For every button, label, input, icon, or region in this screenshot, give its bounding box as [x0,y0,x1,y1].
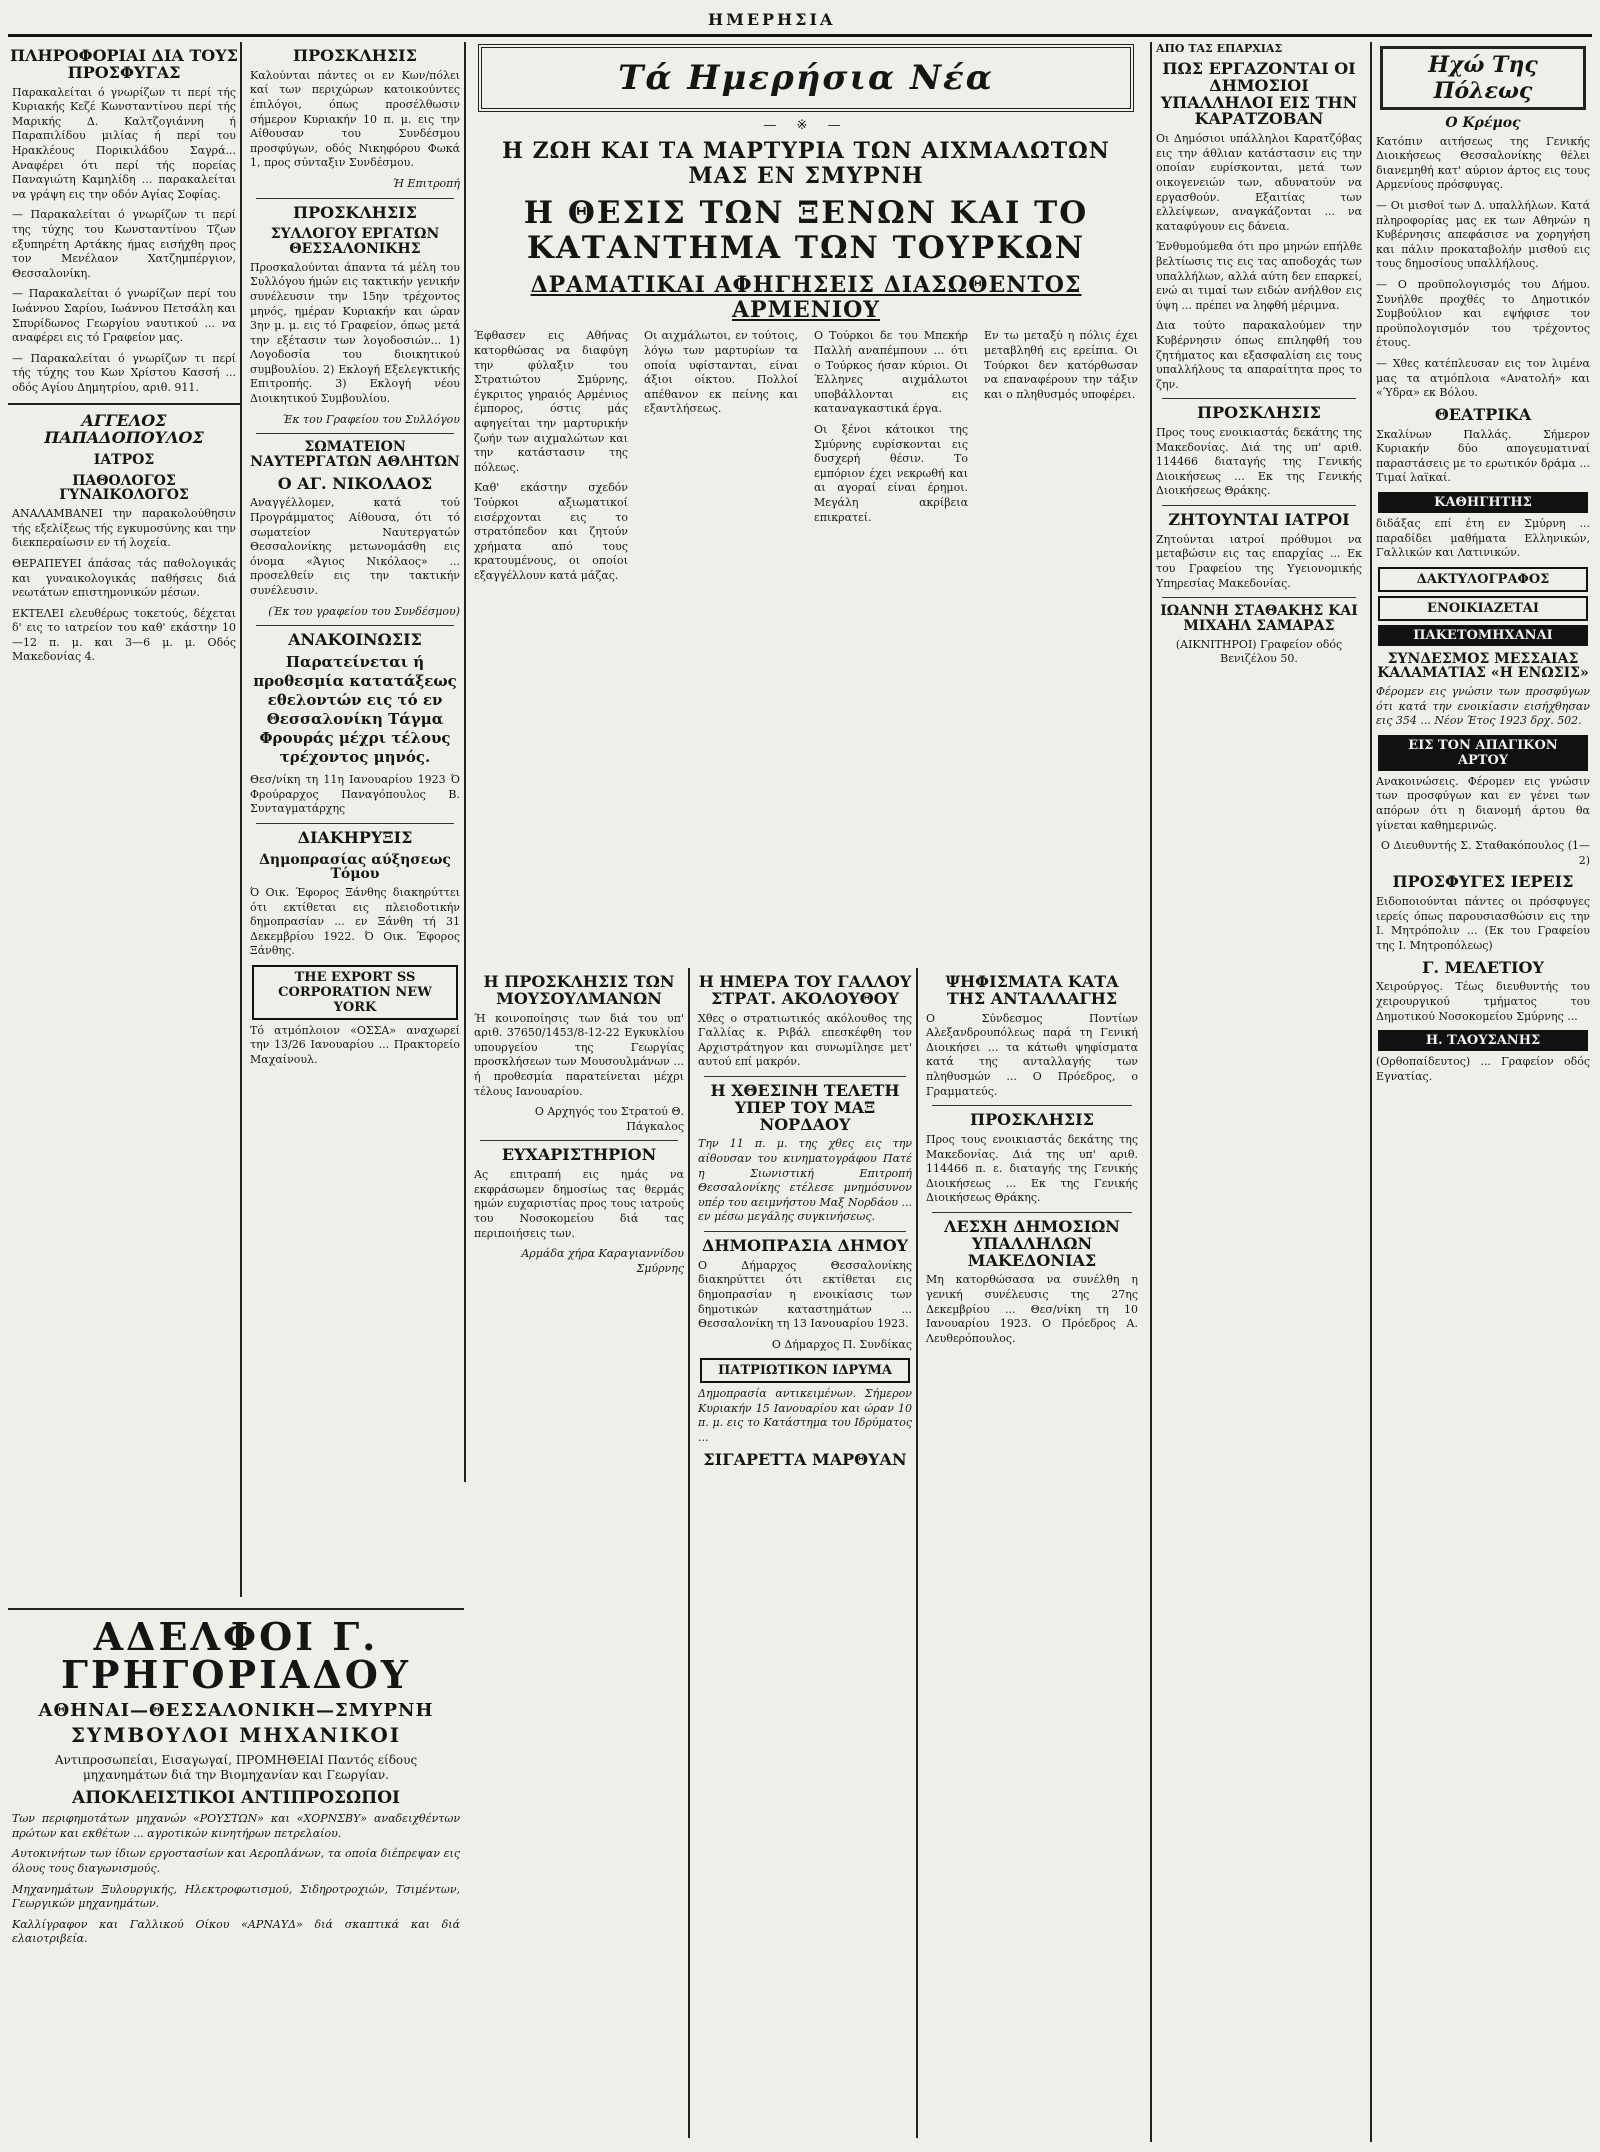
provinces-label: ΑΠΟ ΤΑΣ ΕΠΑΡΧΙΑΣ [1156,42,1283,55]
office-ad-text: (ΑΙΚΝΙΤΗΡΟΙ) Γραφείον οδός Βενιζέλου 50. [1175,637,1343,666]
invitation-paragraph: Προς τους ενοικιαστάς δεκάτης της Μακεδονίας. Διά της υπ' αριθ. 114466 διαταγής της Γενικής Διοικήσεως ... Εκ της Γενικής Διοικήσεως Θράκης. [1156,426,1362,498]
engineers-ad-representatives: ΑΠΟΚΛΕΙΣΤΙΚΟΙ ΑΝΤΙΠΡΟΣΩΠΟΙ [72,1788,400,1809]
invitation-heading: ΠΡΟΣΚΛΗΣΙΣ [1197,403,1321,423]
muslims-signature: Ο Αρχηγός του Στρατού Θ. Πάγκαλος [534,1105,684,1133]
divider [256,433,454,434]
doctor-ad-paragraph: ΕΚΤΕΛΕΙ ελευθέρως τοκετούς, δέχεται δ' εις το ιατρείον του καθ' εκάστην 10—12 π. μ. και 3—6 μ. μ. Οδός Μακεδονίας 4. [12,606,236,664]
auction-signature: Ο Δήμαρχος Π. Συνδίκας [771,1337,912,1351]
engineers-ad-paragraph: Μηχανημάτων Ξυλουργικής, Ηλεκτροφωτισμού, Σιδηροτροχιών, Τσιμέντων, Γεωργικών μηχανημάτων. [12,1882,460,1911]
notice-signature: (Έκ του γραφείου του Συνδέσμου) [268,604,460,618]
doctor-ad-paragraph: ΘΕΡΑΠΕΥΕΙ άπάσας τάς παθολογικάς και γυναικολογικάς παθήσεις διά νεωτάτων επιστημονικών μέσων. [12,556,236,600]
refugee-info-paragraph: — Παρακαλείται ό γνωρίζων τι περί τής τύχης του Κων Χρίστου Κασσή ... οδός Αγίου Δημητρίου, αριθ. 911. [12,351,236,394]
main-story-columns [470,329,1142,589]
nordau-paragraph: Την 11 π. μ. της χθες εις την αίθουσαν του κινηματογράφου Πατέ η Σιωνιστική Επιτροπή Θεσσαλονίκης ετέλεσε μνημόσυνον υπέρ του αειμνήστου Μαξ Νορδάου ... εν μέσω μεγάλης συγκινήσεως. [698,1137,912,1224]
doctor-ad-paragraph: ΑΝΑΛΑΜΒΑΝΕΙ την παρακολούθησιν τής εξελίξεως τής εγκυμοσύνης και την διεκπεραίωσιν εν τή λοχεία. [12,507,236,550]
auction-heading: ΔΗΜΟΠΡΑΣΙΑ ΔΗΜΟΥ [701,1235,909,1255]
doctor-ad-name: ΑΓΓΕΛΟΣ ΠΑΠΑΔΟΠΟΥΛΟΣ [44,411,204,448]
divider [256,823,454,824]
engineers-ad-paragraph: Καλλίγραφον και Γαλλικού Οίκου «ΑΡΝΑΥΔ» διά σκαπτικά και διά ελαιοτριβεία. [12,1917,460,1946]
thanks-signature: Αρμάδα χήρα Καραγιαννίδου Σμύρνης [521,1247,684,1275]
orthopedist-ad-heading: Η. ΤΑΟΥΣΑΝΗΣ [1378,1030,1588,1051]
nordau-heading: Η ΧΘΕΣΙΝΗ ΤΕΛΕΤΗ ΥΠΕΡ ΤΟΥ ΜΑΞ ΝΟΡΔΑΟΥ [710,1080,900,1134]
engineers-ad-name: ΑΔΕΛΦΟΙ Γ. ΓΡΗΓΟΡΙΑΔΟΥ [60,1614,412,1697]
ornament: — ※ — [763,118,849,133]
civil-servants-paragraph: Ένθυμούμεθα ότι προ μηνών επήλθε βελτίωσις τις εις τας αποδοχάς των υπαλλήλων, αλλά αύτη δεν επαρκεί, ενώ αι τιμαί των ειδών ανήλθον εις ύψη ... πρέπει να ληφθή μέριμνα. [1156,240,1362,312]
doctors-wanted-heading: ΖΗΤΟΥΝΤΑΙ ΙΑΤΡΟΙ [1168,510,1350,530]
attache-paragraph: Χθες ο στρατιωτικός ακόλουθος της Γαλλίας κ. Ριβάλ επεσκέφθη τον Αρχιστράτηγον και συνωμίλησε μετ' αυτού επί μακρόν. [698,1011,912,1069]
newspaper-page [8,8,1592,2144]
refugee-info-paragraph: — Παρακαλείται ό γνωρίζων περί του Ιωάννου Σαρίου, Ιωάννου Πετσάλη και Σπυρίδωνος Γεωργίου ναυτικού ... να αναφέρει εις τό Γραφείον μας. [12,287,236,345]
divider [256,198,454,199]
divider [8,403,240,405]
bread-heading: ΕΙΣ ΤΟΝ ΑΠΑΓΙΚΟΝ ΑΡΤΟΥ [1378,735,1588,771]
story-paragraph: Εν τω μεταξύ η πόλις έχει μεταβληθή εις ερείπια. Οι Τούρκοι δεν κατόρθωσαν να επαναφέρουν την τάξιν και ο πληθυσμός υποφέρει. [984,329,1138,401]
notice-heading: ΣΩΜΑΤΕΙΟΝ ΝΑΥΤΕΡΓΑΤΩΝ ΑΘΛΗΤΩΝ [250,439,460,470]
newspaper-title: Τά Ημερήσια Νέα [618,58,994,98]
shipping-ad-banner: THE EXPORT SS CORPORATION NEW YORK [252,965,458,1020]
packing-machines-ad-heading: ΠΑΚΕΤΟΜΗΧΑΝΑΙ [1378,625,1588,646]
engineers-ad-paragraph: Αυτοκινήτων των ίδιων εργοστασίων και Αεροπλάνων, τα οποία διέπρεψαν εις όλους τους διαγωνισμούς. [12,1847,460,1875]
city-item-paragraph: Κατόπιν αιτήσεως της Γενικής Διοικήσεως Θεσσαλονίκης θέλει διανεμηθή κατ' αύριον άρτος εις τους Αρμενίους πρόσφυγας. [1376,134,1590,192]
invitation-heading: ΠΡΟΣΚΛΗΣΙΣ [970,1110,1094,1130]
main-headline-1: Η ΖΩΗ ΚΑΙ ΤΑ ΜΑΡΤΥΡΙΑ ΤΩΝ ΑΙΧΜΑΛΩΤΩΝ ΜΑΣ ΕΝ ΣΜΥΡΝΗ [502,138,1110,190]
civil-servants-heading: ΠΩΣ ΕΡΓΑΖΟΝΤΑΙ ΟΙ ΔΗΜΟΣΙΟΙ ΥΠΑΛΛΗΛΟΙ ΕΙΣ ΤΗΝ ΚΑΡΑΤΖΟΒΑΝ [1160,59,1358,129]
association-paragraph: Φέρομεν εις γνώσιν των προσφύγων ότι κατά την ενοικίασιν εισήχθησαν εις 354 ... Νέον Έτος 1923 δρχ. 502. [1376,685,1590,728]
notice-subheading: Ο ΑΓ. ΝΙΚΟΛΑΟΣ [277,473,433,493]
lower-column-a [470,968,690,2138]
column-5 [1370,42,1594,2142]
city-item-paragraph: — Χθες κατέπλευσαν εις τον λιμένα μας τα ατμόπλοια «Ανατολή» και «Ύδρα» εκ Βόλου. [1376,357,1590,400]
priests-paragraph: Ειδοποιούνται πάντες οι πρόσφυγες ιερείς όπως παρουσιασθώσιν εις την Ι. Μητρόπολιν ... (Εκ του Γραφείου της Ι. Μητροπόλεως) [1376,895,1590,953]
shipping-ad-paragraph: Τό ατμόπλοιον «ΟΣΣΑ» αναχωρεί την 13/26 Ιανουαρίου ... Πρακτορείο Μαχαίνουλ. [250,1023,460,1067]
divider [256,625,454,626]
divider [1162,398,1356,399]
announcement-heading: ΑΝΑΚΟΙΝΩΣΙΣ [288,630,422,650]
lower-column-b [694,968,918,2138]
notice-heading: ΠΡΟΣΚΛΗΣΙΣ [293,202,417,222]
divider [1162,597,1356,598]
thanks-paragraph: Ας επιτραπή εις ημάς να εκφράσωμεν δημοσίως τας θερμάς ημών ευχαριστίας προς τους ιατρούς του Νοσοκομείου διά τας περιποιήσεις των. [474,1168,684,1240]
city-echo-box: Ηχώ Της Πόλεως [1380,46,1586,110]
professor-ad-paragraph: διδάξας επί έτη εν Σμύρνη ... παραδίδει μαθήματα Ελληνικών, Γαλλικών και Λατινικών. [1376,516,1590,560]
orthopedist-ad-paragraph: (Ορθοπαίδευτος) ... Γραφείον οδός Εγνατίας. [1376,1055,1590,1083]
club-heading: ΛΕΣΧΗ ΔΗΜΟΣΙΩΝ ΥΠΑΛΛΗΛΩΝ ΜΑΚΕΔΟΝΙΑΣ [944,1216,1120,1270]
story-paragraph: Οι αιχμάλωτοι, εν τούτοις, λόγω των μαρτυρίων τα οποία υφίστανται, είναι άξιοι οίκτου. Πολλοί απέθανον εκ πείνης και εξαντλήσεως. [644,329,798,416]
auction-paragraph: Ο Δήμαρχος Θεσσαλονίκης διακηρύττει ότι εκτίθεται εις δημοπρασίαν η ενοικίασις των δημοτικών καταστημάτων ... Θεσσαλονίκη τη 13 Ιανουαρίου 1923. [698,1258,912,1331]
declaration-subheading: Δημοπρασίας αύξησεως Τόμου [259,851,451,883]
resolutions-paragraph: Ο Σύνδεσμος Ποντίων Αλεξανδρουπόλεως παρά τη Γενική Διοικήσει ... τα κάτωθι ψηφίσματα κατά της ανταλλαγής των πληθυσμών ... Ο Πρόεδρος, ο Γραμματεύς. [926,1011,1138,1098]
column-2 [246,42,466,1482]
newspaper-title-box [478,44,1134,112]
notice-subheading: ΣΥΛΛΟΓΟΥ ΕΡΓΑΤΩΝ ΘΕΣΣΑΛΟΝΙΚΗΣ [270,226,440,258]
refugee-info-paragraph: Παρακαλείται ό γνωρίζων τι περί τής Κυριακής Κεζέ Κωνσταντίνου περί τής Μαρικής Δ. Καλτζογιάννη ή Παραπιλίδου μιλίας ή περί του Ηρακλέους Πορικιλάδου Σαγρά... Αναφέρει ότι περί τής πορείας Παναγιώτη Καμηλίδη ... παρακαλείται να γράψη εις την οδόν Αγίας Σοφίας. [12,85,236,201]
patriotic-paragraph: Δημοπρασία αντικειμένων. Σήμερον Κυριακήν 15 Ιανουαρίου και ώραν 10 π. μ. εις το Κατάστημα του Ιδρύματος ... [698,1387,912,1445]
civil-servants-paragraph: Δια τούτο παρακαλούμεν την Κυβέρνησιν όπως επιληφθή του ζητήματος και εξασφαλίση εις τους υπαλλήλους τα απαραίτητα προς το ζην. [1156,319,1362,391]
thanks-heading: ΕΥΧΑΡΙΣΤΗΡΙΟΝ [501,1145,657,1165]
surgeon-ad-paragraph: Χειρούργος. Τέως διευθυντής του χειρουργικού τμήματος του Δημοτικού Νοσοκομείου Σμύρνης ... [1376,980,1590,1023]
masthead-strip [8,8,1592,37]
divider [932,1105,1132,1106]
professor-ad-heading: ΚΑΘΗΓΗΤΗΣ [1378,492,1588,513]
notice-signature: Ή Επιτροπή [392,176,460,190]
club-paragraph: Μη κατορθώσασα να συνέλθη η γενική συνέλευσις της 27ης Δεκεμβρίου ... Θεσ/νίκη τη 10 Ιανουαρίου 1923. Ο Πρόεδρος Α. Λευθερόπουλος. [926,1273,1138,1345]
refugee-info-heading: ΠΛΗΡΟΦΟΡΙΑΙ ΔΙΑ ΤΟΥΣ ΠΡΟΣΦΥΓΑΣ [10,46,238,82]
association-heading: ΣΥΝΔΕΣΜΟΣ ΜΕΣΣΑΙΑΣ ΚΑΛΑΜΑΤΙΑΣ «Η ΕΝΩΣΙΣ» [1377,650,1589,682]
main-headline-3: ΔΡΑΜΑΤΙΚΑΙ ΑΦΗΓΗΣΕΙΣ ΔΙΑΣΩΘΕΝΤΟΣ ΑΡΜΕΝΙΟΥ [530,271,1082,324]
announcement-text: Παρατείνεται ή προθεσμία κατατάξεως εθελοντών εις τό εν Θεσσαλονίκη Τάγμα Φρουράς μέχρι τέλους τρέχοντος μηνός. [253,652,457,766]
cigarette-ad: ΣΙΓΑΡΕΤΤΑ ΜΑΡΘΥΑΝ [703,1449,907,1469]
priests-heading: ΠΡΟΣΦΥΓΕΣ ΙΕΡΕΙΣ [1392,872,1574,892]
typist-ad-heading: ΔΑΚΤΥΛΟΓΡΑΦΟΣ [1378,567,1588,592]
engineers-ad-line: Αντιπροσωπείαι, Εισαγωγαί, ΠΡΟΜΗΘΕΙΑΙ Παντός είδους μηχανημάτων διά την Βιομηχανίαν και Γεωργίαν. [54,1753,418,1782]
divider [704,1076,906,1077]
main-headline-2: Η ΘΕΣΙΣ ΤΩΝ ΞΕΝΩΝ ΚΑΙ ΤΟ ΚΑΤΑΝΤΗΜΑ ΤΩΝ ΤΟΥΡΚΩΝ [523,194,1089,267]
notice-heading: ΠΡΟΣΚΛΗΣΙΣ [293,46,417,65]
engineers-ad-cities: ΑΘΗΝΑΙ—ΘΕΣΣΑΛΟΝΙΚΗ—ΣΜΥΡΝΗ [38,1700,434,1721]
muslims-paragraph: Ή κοινοποίησις των διά του υπ' αριθ. 37650/1453/8-12-22 Εγκυκλίου υπουργείου της Γεωργίας προσκλήσεων των Μουσουλμάνων ... ή προθεσμία παρατείνεται μέχρι τέλους Ιανουαρίου. [474,1011,684,1098]
doctor-ad-specialty: ΠΑΘΟΛΟΓΟΣ ΓΥΝΑΙΚΟΛΟΓΟΣ [59,472,189,504]
doctor-ad-title: ΙΑΤΡΟΣ [93,452,155,469]
story-paragraph: Ο Τούρκοι δε του Μπεκήρ Παλλή αναπέμπουν ... ότι ο Τούρκος ήσαν κύριοι. Οι Έλληνες αιχμάλωτοι υποβάλλονται εις καταναγκαστικά έργα. [814,329,968,416]
notice-paragraph: Αναγγέλλομεν, κατά τού Προγράμματος Αίθουσα, ότι τό σωματείον Ναυτεργατών Θεσσαλονίκης μετωνομάσθη εις όνομα «Άγιος Νικόλαος» ... προσελθείν εις την τακτικήν συνέλευσιν. [250,496,460,597]
story-column [470,329,632,589]
story-column [810,329,972,589]
column-4 [1150,42,1366,2142]
masthead-label: ΗΜΕΡΗΣΙΑ [708,10,836,29]
city-item-paragraph: — Ο προϋπολογισμός του Δήμου. Συνήλθε προχθές το Δημοτικόν Συμβούλιον και εψήφισε τον προϋπολογισμόν του τρέχοντος έτους. [1376,278,1590,350]
attache-heading: Η ΗΜΕΡΑ ΤΟΥ ΓΑΛΛΟΥ ΣΤΡΑΤ. ΑΚΟΛΟΥΘΟΥ [698,972,912,1008]
invitation-paragraph: Προς τους ενοικιαστάς δεκάτης της Μακεδονίας. Διά της υπ' αριθ. 114466 π. ε. διαταγής της Γενικής Διοικήσεως ... Εκ της Γενικής Διοικήσεως Θράκης. [926,1132,1138,1205]
lower-column-c [922,968,1142,2138]
theatre-heading: ΘΕΑΤΡΙΚΑ [1434,404,1532,424]
city-item-paragraph: — Οι μισθοί των Δ. υπαλλήλων. Κατά πληροφορίας μας εκ των Αθηνών η Κυβέρνησις απεφάσισε να χορηγήση και πάλιν προκαταβολήν μισθού εις τους δημοσίους υπαλλήλους. [1376,199,1590,271]
theatre-paragraph: Σκαλίνων Παλλάς. Σήμερον Κυριακήν δύο απογευματιναί παραστάσεις με το ερωτικόν δράμα ... Τιμαί λαϊκαί. [1376,427,1590,485]
story-column [980,329,1142,589]
engineers-ad-title: ΣΥΜΒΟΥΛΟΙ ΜΗΧΑΝΙΚΟΙ [70,1723,402,1747]
announcement-signature: Θεσ/νίκη τη 11η Ιανουαρίου 1923 Ό Φρούραρχος Παναγόπουλος Β. Συνταγματάρχης [250,772,460,816]
doctors-wanted-paragraph: Ζητούνται ιατροί πρόθυμοι να μεταβώσιν εις τας επαρχίας ... Εκ του Γραφείου της Υγειονομικής Υπηρεσίας Μακεδονίας. [1156,532,1362,590]
story-paragraph: Έφθασεν εις Αθήνας κατορθώσας να διαφύγη την φύλαξιν του Στρατιώτου Σμύρνης, έγκριτος γηραιός Αρμένιος έμπορος, όστις μάς αφηγείται την μαρτυρικήν ζωήν των αιχμαλώτων και την κατάστασιν της πόλεως. [474,329,628,474]
notice-signature: Έκ του Γραφείου του Συλλόγου [282,412,460,426]
patriotic-heading: ΠΑΤΡΙΩΤΙΚΟΝ ΙΔΡΥΜΑ [700,1358,910,1383]
story-paragraph: Οι ξένοι κάτοικοι της Σμύρνης ευρίσκονται εις δυσχερή θέσιν. Το εμπόριον έχει νεκρωθή και αι αγοραί είναι έρημοι. Μεγάλη ακρίβεια επικρατεί. [814,423,968,524]
notice-paragraph: Καλούνται πάντες οι εν Κων/πόλει καί των περιχώρων κατοικούντες έπιλόγοι, όπως προσέλθωσιν σήμερον Κυριακήν 10 π. μ. εις την Αίθουσαν του Συνδέσμου προσφύγων, οδός Νικηφόρου Φωκά 1, προς σύνταξιν Συνδέσμου. [250,68,460,170]
divider [1162,505,1356,506]
city-item-heading: Ο Κρέμος [1445,115,1521,131]
divider [932,1212,1132,1213]
surgeon-ad-heading: Γ. ΜΕΛΕΤΙΟΥ [1422,957,1544,977]
for-rent-ad-heading: ΕΝΟΙΚΙΑΖΕΤΑΙ [1378,596,1588,621]
notice-paragraph: Προσκαλούνται άπαντα τά μέλη του Συλλόγου ήμών εις τακτικήν γενικήν συνέλευσιν την 15ην τρέχοντος μηνός, ημέραν Κυριακήν και ώραν 3ην μ. μ. εις τό Γραφείον, όπως μετά την εξέτασιν των λογοδοσιών... 1) Λογοδοσία του διοικητικού συμβουλίου. 2) Εκλογή Εξελεγκτικής Επιτροπής. 3) Εκλογή νέου Διοικητικού Συμβουλίου. [250,260,460,406]
divider [480,1140,678,1141]
story-paragraph: Καθ' εκάστην σχεδόν Τούρκοι αξιωματικοί εισέρχονται εις το στρατόπεδον και ζητούν χρήματα από τους κρατουμένους, οι οποίοι εξαγγέλλουν κατά μάζας. [474,481,628,582]
column-1 [8,42,242,1597]
engineers-ad-paragraph: Των περιφημοτάτων μηχανών «ΡΟΥΣΤΩΝ» και «ΧΟΡΝΣΒΥ» αναδειχθέντων πρώτων και εκθέτων ... αγροτικών κινητήρων πετρελαίου. [12,1812,460,1840]
declaration-heading: ΔΙΑΚΗΡΥΞΙΣ [297,827,413,847]
bread-paragraph: Ανακοινώσεις. Φέρομεν εις γνώσιν των προσφύγων και εν γένει των απόρων ότι η διανομή άρτου θα γίνεται καθημερινώς. [1376,774,1590,832]
office-ad-heading: ΙΩΑΝΝΗ ΣΤΑΘΑΚΗΣ ΚΑΙ ΜΙΧΑΗΛ ΣΑΜΑΡΑΣ [1160,603,1358,634]
civil-servants-paragraph: Οι Δημόσιοι υπάλληλοι Καρατζόβας εις την άθλιαν κατάστασιν εις την οποίαν ευρίσκονται, μετά των οικογενειών των, αδυνατούν να εργασθούν. Εξαιτίας των ελλείψεων, αναγκάζονται ... να καταφύγουν εις δάνεια. [1156,132,1362,233]
bread-signature: Ο Διευθυντής Σ. Σταθακόπουλος (1—2) [1380,839,1590,867]
divider [704,1231,906,1232]
story-column [640,329,802,589]
engineers-ad [8,1608,464,2146]
muslims-heading: Η ΠΡΟΣΚΛΗΣΙΣ ΤΩΝ ΜΟΥΣΟΥΛΜΑΝΩΝ [483,972,675,1008]
declaration-paragraph: Ό Οικ. Έφορος Ξάνθης διακηρύττει ότι εκτίθεται εις πλειοδοτικήν δημοπρασίαν ... εν Ξάνθη τή 31 Δεκεμβρίου 1922. Ό Οικ. Έφορος Ξάνθης. [250,885,460,958]
refugee-info-paragraph: — Παρακαλείται ό γνωρίζων τι περί της τύχης του Κωνσταντίνου Τζων εξυπηρέτη Αρτάκης ήμας εισήχθη προς τον Μενέλαον Χατζημπέργιον, Θεσσαλονίκη. [12,208,236,280]
resolutions-heading: ΨΗΦΙΣΜΑΤΑ ΚΑΤΑ ΤΗΣ ΑΝΤΑΛΛΑΓΗΣ [945,972,1119,1008]
